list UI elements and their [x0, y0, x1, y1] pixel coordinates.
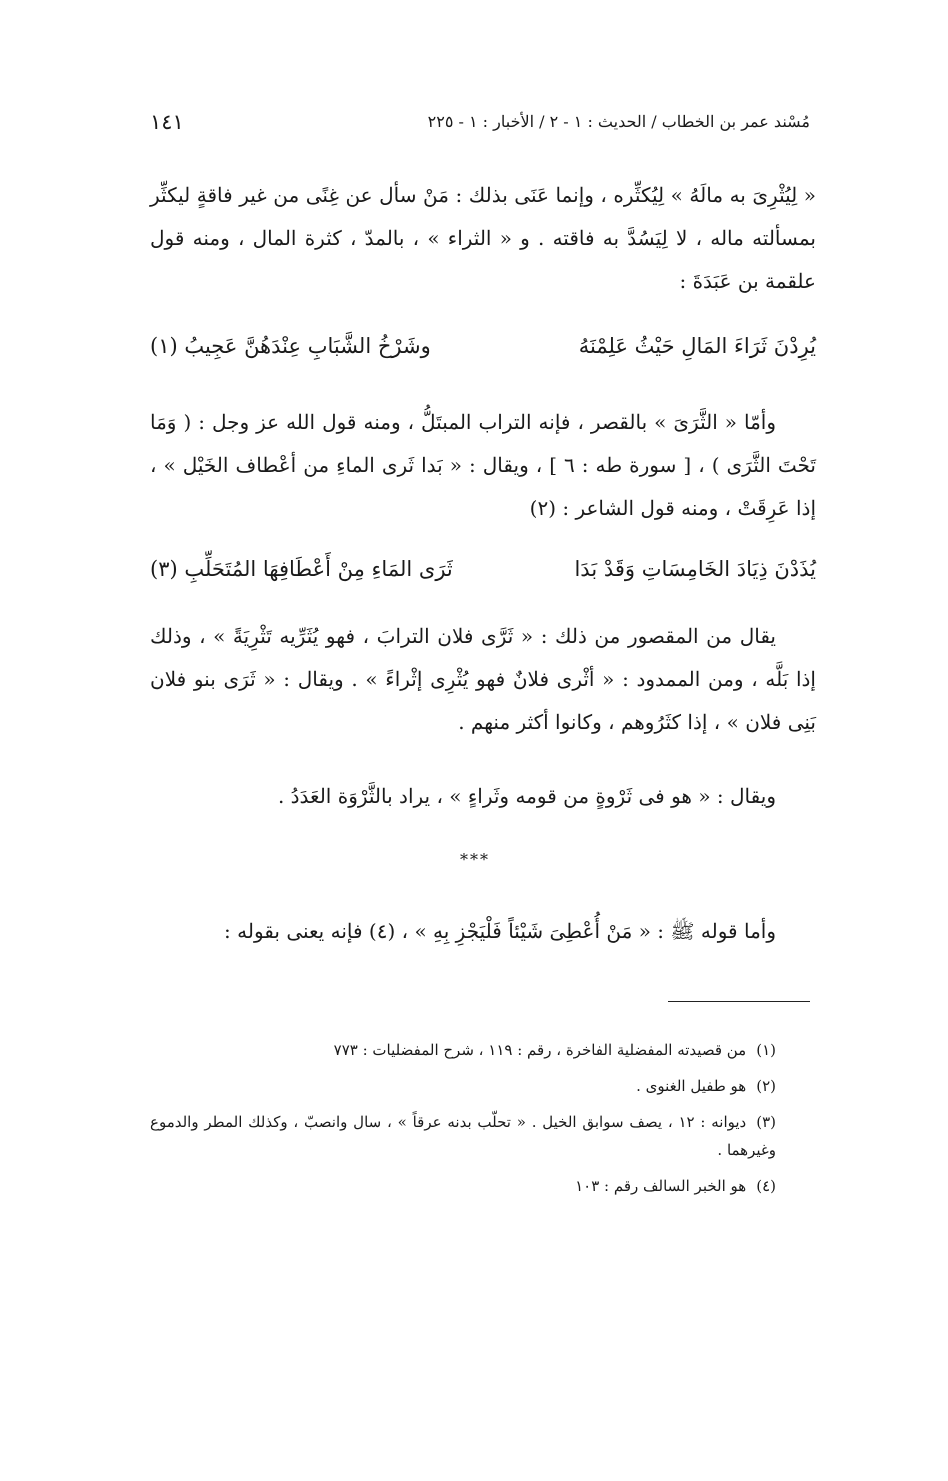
verse-1-first-hemistich: يُرِدْنَ ثَرَاءَ المَالِ حَيْثُ عَلِمْنَهُ [578, 334, 816, 358]
footnote-3-number: (٣) [756, 1113, 776, 1131]
page-header [150, 112, 810, 142]
running-title: مُسْند عمر بن الخطاب / الحديث : ١ - ٢ / الأخبار : ١ - ٢٢٥ [427, 112, 810, 131]
footnote-4-text: هو الخبر السالف رقم : ١٠٣ [575, 1177, 747, 1195]
verse-line-1 [150, 334, 816, 374]
paragraph-2: وأمّا « الثَّرَىَ » بالقصر ، فإنه التراب المبتَلُّ ، ومنه قول الله عز وجل : ( وَمَا تَحْتَ الثَّرَى ) ، [ سورة طه : ٦ ] ، ويقال : « بَدا ثَرى الماءِ من أعْطاف الخَيْل » ، إذا عَرِقَتْ ، ومنه قول الشاعر : (٢) [150, 410, 817, 520]
footnote-4-number: (٤) [756, 1177, 776, 1195]
footnote-3 [150, 1108, 816, 1164]
section-separator: *** [460, 850, 490, 869]
verse-1-second-hemistich: وشَرْخُ الشَّبَابِ عِنْدَهُنَّ عَجِيبُ (١) [150, 334, 431, 358]
footnote-4 [150, 1172, 816, 1200]
footnote-2-number: (٢) [756, 1077, 776, 1095]
footnote-3-text: ديوانه : ١٢ ، يصف سوابق الخيل . « تحلّب بدنه عرقاً » ، سال وانصبّ ، وكذلك المطر والدموع وغيرهما . [150, 1113, 776, 1159]
footnote-1-text: من قصيدته المفضلية الفاخرة ، رقم : ١١٩ ، شرح المفضليات : ٧٧٣ [333, 1041, 747, 1059]
footnotes [150, 1036, 816, 1208]
footnote-1 [150, 1036, 816, 1064]
footnote-2 [150, 1072, 816, 1100]
footnote-1-number: (١) [756, 1041, 776, 1059]
verse-2-second-hemistich: ثَرَى المَاءِ مِنْ أَعْطَافِهَا المُتَحَلِّبِ (٣) [150, 557, 453, 581]
footnote-2-text: هو طفيل الغنوى . [636, 1077, 747, 1095]
paragraph-3: يقال من المقصور من ذلك : « ثَرَّى فلان الترابَ ، فهو يُثَرِّيه تَثْرِيَةً » ، وذلك إذا بَلَّه ، ومن الممدود : « أثْرى فلانٌ فهو يُثْرِى إثْراءً » . ويقال : « ثَرَى بنو فلان بَنِى فلان » ، إذا كثَرُوهم ، وكانوا أكثر منهم . [150, 624, 816, 734]
verse-line-2 [150, 557, 816, 597]
footnote-rule [668, 1001, 810, 1002]
paragraph-4: ويقال : « هو فى ثَرْوةٍ من قومه وثَراءٍ » ، يراد بالثَّرْوَة العَدَدُ . [277, 784, 776, 808]
paragraph-1: « لِيُثْرِىَ به مالَهُ » لِيُكثِّره ، وإنما عَنَى بذلك : مَنْ سأل عن غِنًى من غير فاقةٍ ليكثِّر بمسألته ماله ، لا لِيَسُدَّ به فاقته . و « الثراء » ، بالمدّ ، كثرة المال ، ومنه قول علقمة بن عَبَدَةَ : [150, 183, 816, 293]
paragraph-5: وأما قوله ﷺ : « مَنْ أُعْطِىَ شَيْئاً فَلْيَجْزِ بِهِ » ، (٤) فإنه يعنى بقوله : [224, 919, 776, 943]
page-number: ١٤١ [150, 110, 184, 134]
verse-2-first-hemistich: يُذَدْنَ ذِيَادَ الخَامِسَاتِ وَقَدْ بَدَا [574, 557, 816, 581]
